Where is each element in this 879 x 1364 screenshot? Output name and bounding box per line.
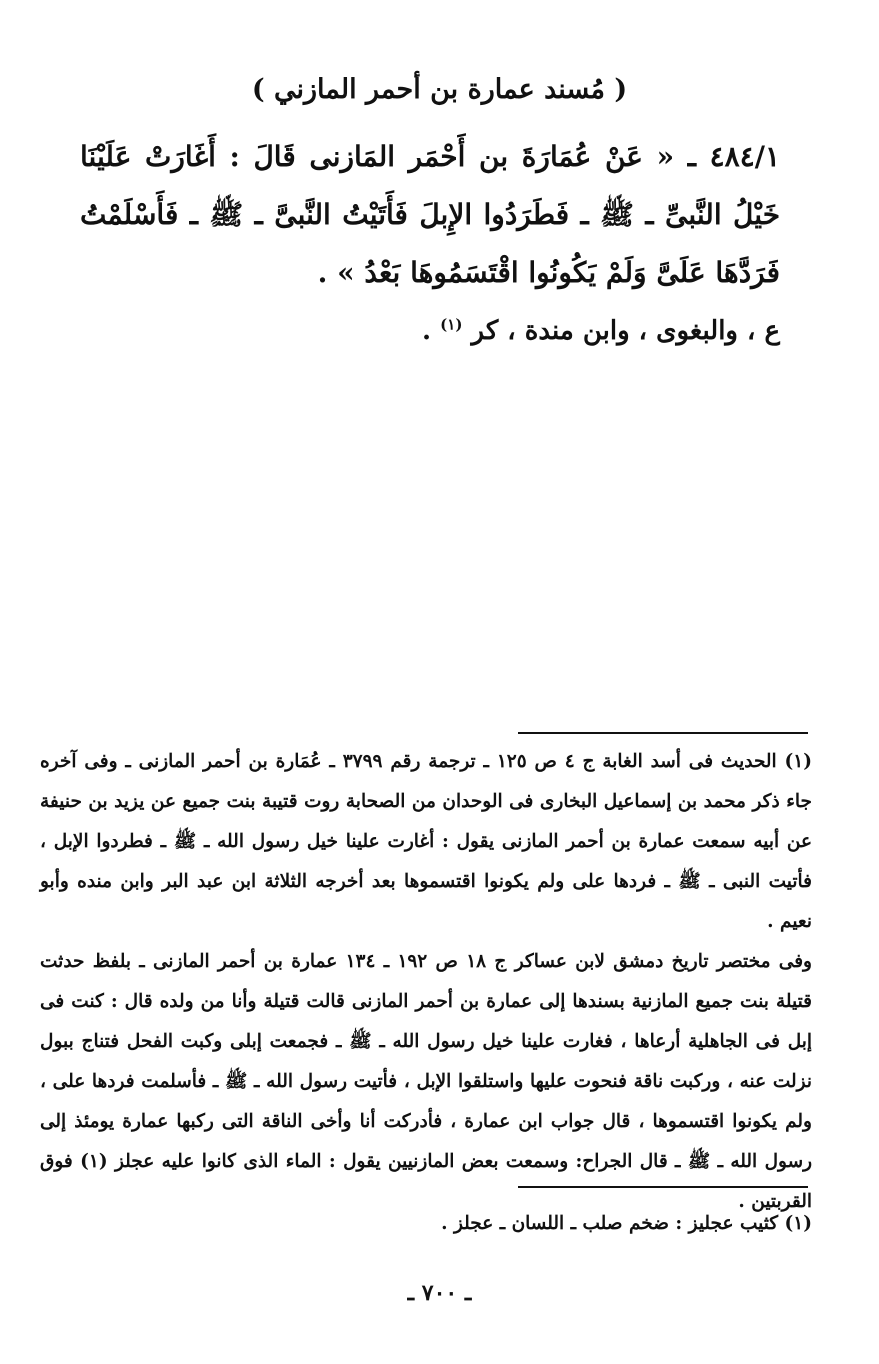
section-heading: ( مُسند عمارة بن أحمر المازني ) [251, 74, 628, 105]
footnote-separator [518, 732, 808, 734]
sources-text: ع ، والبغوى ، وابن مندة ، كر [471, 316, 780, 346]
page-number: ـ ٧٠٠ ـ [407, 1280, 472, 1306]
footnote-1 [40, 742, 812, 1222]
hadith-block [80, 128, 780, 356]
footnote-separator [518, 1186, 808, 1188]
footnote-ref-marker: (١) [440, 315, 463, 334]
hadith-text: ٤٨٤/١ ـ « عَنْ عُمَارَةَ بن أَحْمَر المَازنى قَالَ : أَغَارَتْ عَلَيْنَا خَيْلُ النَّبىِّ ـ ﷺ ـ فَطَرَدُوا الإِبلَ فَأَتَيْتُ النَّبىَّ ـ ﷺ ـ فَأَسْلَمْتُ فَرَدَّهَا عَلَىَّ وَلَمْ يَكُونُوا اقْتَسَمُوهَا بَعْدُ » . [80, 140, 780, 289]
sources-end: . [422, 316, 441, 346]
footnote-paragraph: (١) الحديث فى أسد الغابة ج ٤ ص ١٢٥ ـ ترجمة رقم ٣٧٩٩ ـ عُمَارة بن أحمر المازنى ـ وفى آخره جاء ذكر محمد بن إسماعيل البخارى فى الوحدان من الصحابة روت قتيبة بنت جميع عن يزيد بن حنيفة عن أبيه سمعت عمارة بن أحمر المازنى يقول : أغارت علينا خيل رسول الله ـ ﷺ ـ فطردوا الإبل ، فأتيت النبى ـ ﷺ ـ فردها على ولم يكونوا اقتسموها بعد أخرجه الثلاثة ابن عبد البر وابن منده وأبو نعيم . [40, 751, 812, 932]
footnote-2: (١) كثيب عجليز : ضخم صلب ـ اللسان ـ عجلز . [441, 1213, 812, 1234]
footnote-paragraph: وفى مختصر تاريخ دمشق لابن عساكر ج ١٨ ص ١٩٢ ـ ١٣٤ عمارة بن أحمر المازنى ـ بلفظ حدثت قتيلة بنت جميع المازنية بسندها إلى عمارة بن أحمر المازنى قالت قتيلة وأنا من ولده قال : كنت فى إبل فى الجاهلية أرعاها ، فغارت علينا خيل رسول الله ـ ﷺ ـ فجمعت إبلى وكبت الفحل فتناج ببول نزلت عنه ، وركبت ناقة فنحوت عليها واستلقوا الإبل ، فأتيت رسول الله ـ ﷺ ـ فأسلمت فردها على ، ولم يكونوا اقتسموها ، قال جواب ابن عمارة ، فأدركت أنا وأخى الناقة التى ركبها عمارة يومئذ إلى رسول الله ـ ﷺ ـ قال الجراح: وسمعت بعض المازنيين يقول : الماء الذى كانوا عليه عجلز (١) فوق القربتين . [40, 951, 812, 1212]
hadith-sources [80, 306, 780, 356]
